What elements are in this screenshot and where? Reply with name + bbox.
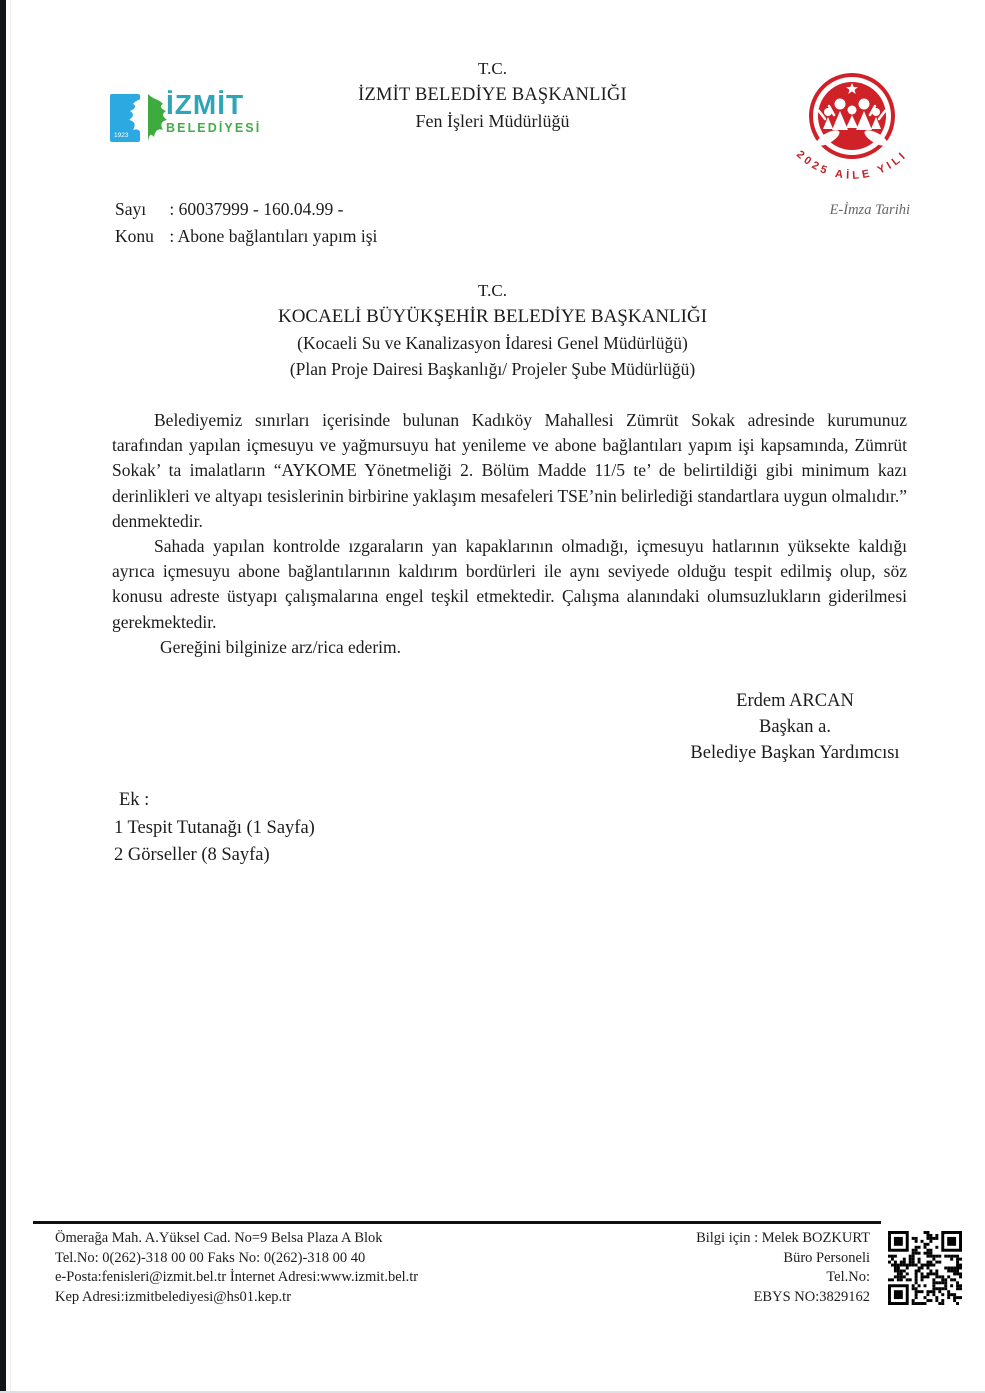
footer-contact-name: Bilgi için : Melek BOZKURT	[696, 1230, 870, 1246]
signature-title-2: Belediye Başkan Yardımcısı	[690, 743, 900, 763]
izmit-logo-year: 1923	[114, 132, 129, 139]
izmit-logo-name: İZMİT	[166, 89, 245, 120]
footer-contact-title: Büro Personeli	[783, 1249, 870, 1266]
recipient-suborg-1: (Kocaeli Su ve Kanalizasyon İdaresi Genel Müdürlüğü)	[297, 333, 688, 353]
recipient-org: KOCAELİ BÜYÜKŞEHİR BELEDİYE BAŞKANLIĞI	[277, 306, 708, 327]
footer-address-block	[55, 1229, 418, 1307]
letterhead-tc: T.C.	[478, 59, 507, 78]
izmit-logo-subname: BELEDİYESİ	[166, 121, 262, 135]
footer-phone-line: Tel.No: 0(262)-318 00 00 Faks No: 0(262)-318 00 40	[55, 1249, 366, 1266]
body-paragraph-2: Sahada yapılan kontrolde ızgaraların yan kapaklarının olmadığı, içmesuyu hatlarının yüksekte kaldığı ayrıca içmesuyu abone bağlantılarının kaldırım bordürleri ile aynı seviyede olduğu tespit edilmiş olup, söz konusu adreste üstyapı çalışmalarına engel teşkil etmektedir. Çalışma alanındaki olumsuzlukların giderilmesi gerekmektedir.	[112, 536, 907, 632]
e-signature-date: E-İmza Tarihi	[829, 202, 910, 218]
attachments-block	[114, 787, 315, 870]
body-closing: Gereğini bilginize arz/rica ederim.	[160, 636, 401, 657]
letterhead-org: İZMİT BELEDİYE BAŞKANLIĞI	[358, 85, 627, 105]
footer-ebys-no: EBYS NO:3829162	[753, 1288, 870, 1305]
attachments-label: Ek :	[119, 790, 150, 810]
signature-title-1: Başkan a.	[759, 717, 831, 737]
sayi-colon: :	[169, 199, 175, 219]
footer-contact-block	[696, 1229, 870, 1307]
recipient-tc: T.C.	[478, 281, 507, 300]
signature-block	[630, 688, 960, 766]
recipient-suborg-2: (Plan Proje Dairesi Başkanlığı/ Projeler Şube Müdürlüğü)	[289, 359, 696, 379]
sayi-value: 60037999 - 160.04.99 -	[178, 199, 344, 219]
konu-row	[115, 223, 377, 250]
scan-left-edge	[0, 0, 6, 1393]
body-paragraph-1: Belediyemiz sınırları içerisinde bulunan Kadıköy Mahallesi Zümrüt Sokak adresinde kurumunuz tarafından yapılan içmesuyu ve yağmursuyu hat yenileme ve abone bağlantıları yapım işi kapsamında, Zümrüt Sokak’ ta imalatların “AYKOME Yönetmeliği 2. Bölüm Madde 11/5 te’ de belirtildiği gibi minimum kazı derinlikleri ve altyapı tesislerinin birbirine yaklaşım mesafeleri TSE’nin belirlediği standartlara uygun olmalıdır.” denmektedir.	[112, 410, 907, 531]
family-year-emblem-text: 2025 AİLE YILI	[793, 148, 911, 182]
footer-email-line: e-Posta:fenisleri@izmit.bel.tr İnternet Adresi:www.izmit.bel.tr	[55, 1269, 419, 1285]
sayi-label: Sayı	[115, 199, 147, 219]
family-year-2025-emblem-icon	[772, 70, 932, 195]
svg-text:2025 AİLE YILI	[794, 149, 910, 182]
sayi-row	[115, 196, 377, 223]
footer-contact-phone: Tel.No:	[826, 1269, 870, 1285]
attachment-item: 2 Görseller (8 Sayfa)	[114, 845, 270, 865]
konu-label: Konu	[115, 226, 154, 246]
scan-left-line	[10, 0, 11, 1393]
qr-code	[888, 1231, 962, 1305]
attachment-item: 1 Tespit Tutanağı (1 Sayfa)	[114, 817, 315, 838]
recipient-block	[0, 278, 985, 382]
footer-divider	[33, 1221, 881, 1224]
konu-value: Abone bağlantıları yapım işi	[177, 226, 378, 246]
footer-kep-line: Kep Adresi:izmitbelediyesi@hs01.kep.tr	[55, 1288, 292, 1305]
letterhead-dept: Fen İşleri Müdürlüğü	[415, 111, 570, 131]
document-meta	[115, 196, 377, 250]
konu-colon: :	[169, 226, 175, 246]
signature-name: Erdem ARCAN	[736, 691, 854, 711]
footer-address-line: Ömerağa Mah. A.Yüksel Cad. No=9 Belsa Plaza A Blok	[55, 1230, 383, 1246]
letter-body	[112, 408, 907, 660]
